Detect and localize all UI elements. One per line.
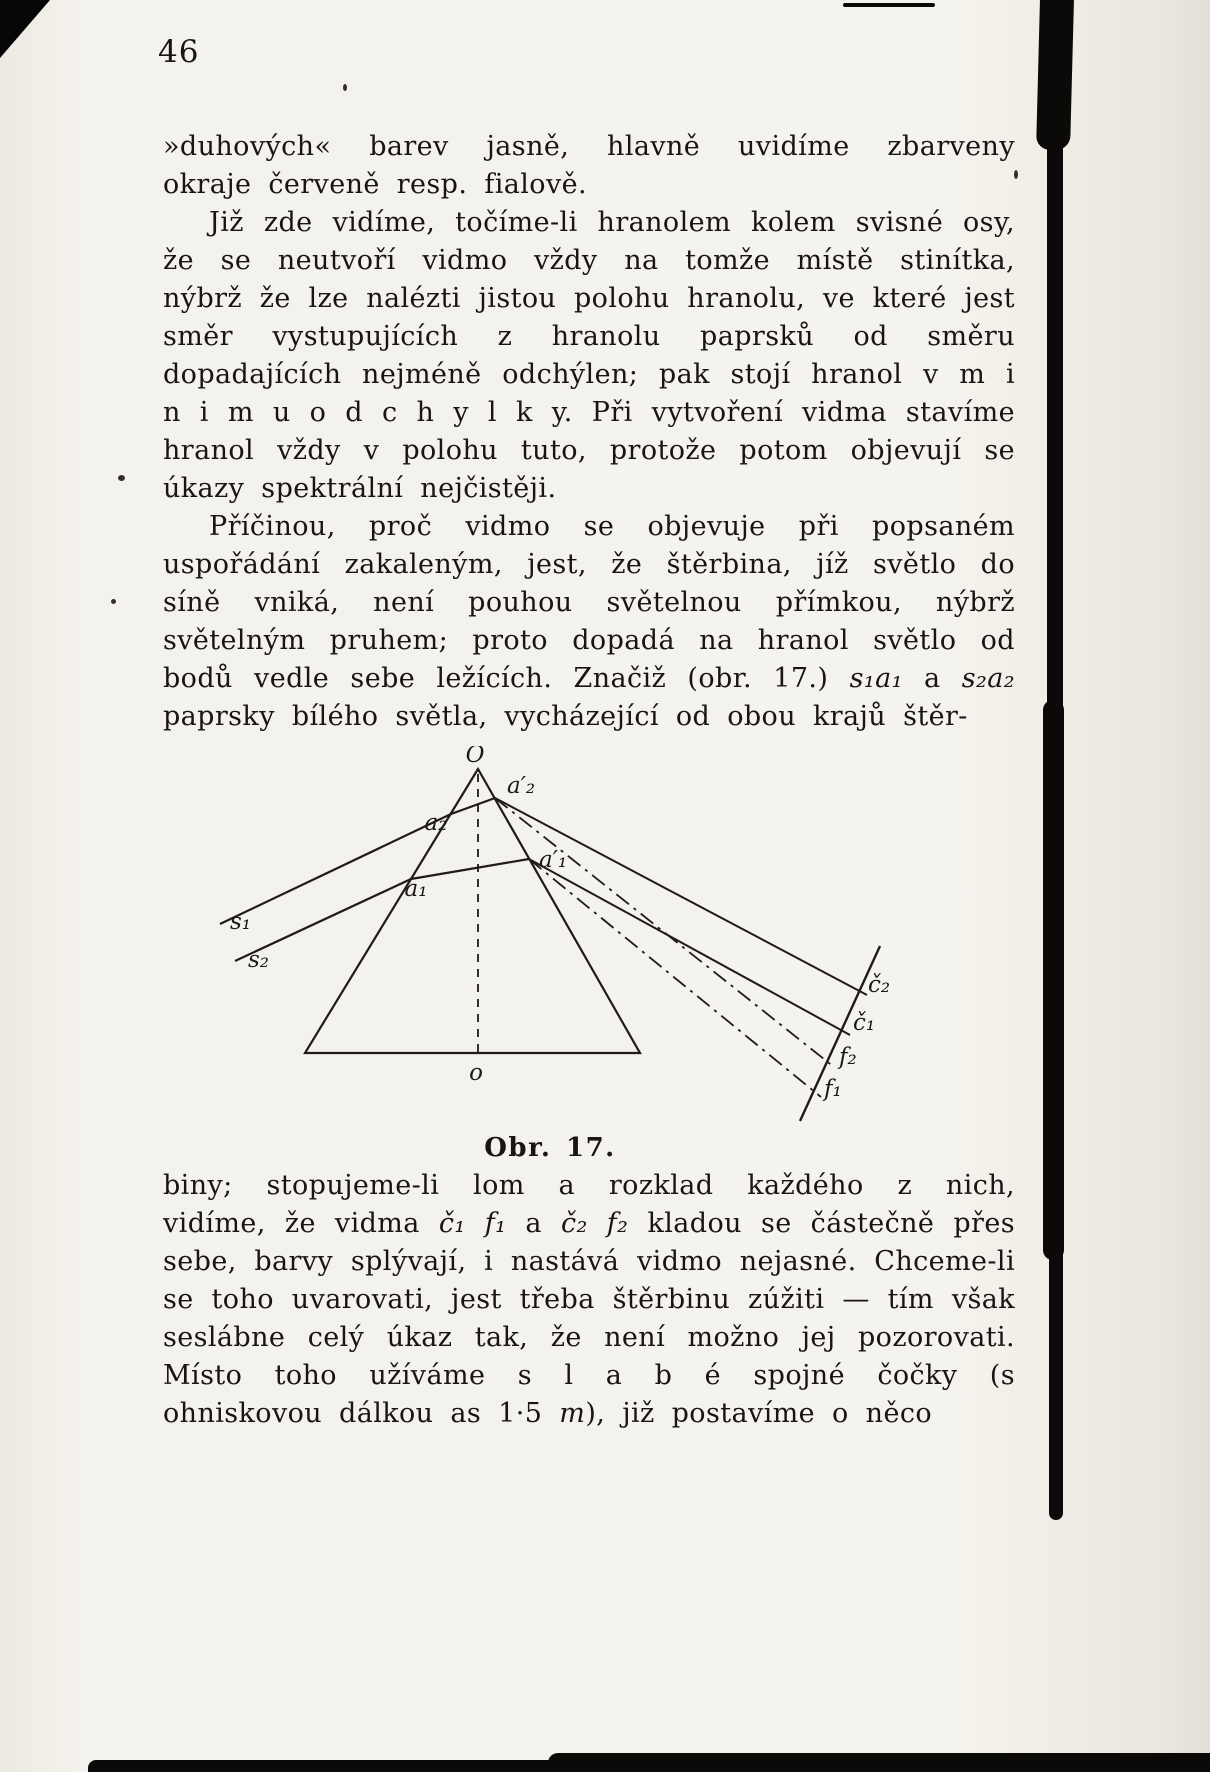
label-a2: a₂ xyxy=(424,810,448,836)
label-c1: č₁ xyxy=(853,1010,876,1036)
scan-speck xyxy=(118,475,125,481)
label-a1: a₁ xyxy=(404,876,428,902)
scan-artifact-right-edge xyxy=(1047,130,1063,750)
paragraph-4: biny; stopujeme-li lom a rozklad každého z nich, vidíme, že vidma č₁ f₁ a č₂ f₂ kladou se částečně přes sebe, barvy splývají, i nastává vidmo nejasné. Chceme-li se toho uvarovati, jest třeba štěrbinu zúžiti — tím však seslábne celý úkaz tak, že není možno jej pozorovati. Místo toho užíváme s l a b é spojné čočky (s ohniskovou dálkou as 1·5 m), již postavíme o něco xyxy=(163,1170,1015,1429)
label-c2: č₂ xyxy=(868,972,891,998)
label-s2: s₂ xyxy=(248,947,270,973)
scan-speck xyxy=(343,84,347,91)
paragraph-2: Již zde vidíme, točíme-li hranolem kolem svisné osy, že se neutvoří vidmo vždy na tomže místě stinítka, nýbrž že lze nalézti jistou polohu hranolu, ve které jest směr vystupujících z hranolu paprsků od směru dopadajících nejméně odchýlen; pak stojí hranol v m i n i m u o d c h y l k y. Při vytvoření vidma stavíme hranol vždy v polohu tuto, protože potom objevují se úkazy spektrální nejčistěji. xyxy=(163,207,1015,504)
figure-obr-17 xyxy=(163,746,1015,1163)
label-apex-O: O xyxy=(465,746,485,768)
scan-artifact-corner xyxy=(0,0,50,58)
prism-diagram xyxy=(180,746,920,1131)
label-f1: f₁ xyxy=(824,1076,842,1102)
paragraph-1: »duhových« barev jasně, hlavně uvidíme zbarveny okraje červeně resp. fialově. xyxy=(163,131,1015,200)
scan-speck xyxy=(111,599,116,604)
page-number: 46 xyxy=(158,34,200,70)
figure-caption: Obr. 17. xyxy=(484,1133,616,1163)
scan-artifact-right-edge xyxy=(1043,700,1064,1260)
scan-speck xyxy=(1014,170,1018,179)
prism-triangle xyxy=(305,769,640,1053)
label-f2: f₂ xyxy=(839,1044,857,1070)
label-a1-prime: a′₁ xyxy=(539,847,568,873)
scan-artifact-right-edge xyxy=(1036,0,1074,150)
text-block xyxy=(163,128,1015,1433)
scan-artifact-top-line xyxy=(843,3,935,7)
scan-artifact-bottom-edge xyxy=(548,1753,1210,1772)
exit-ray-c1 xyxy=(529,859,850,1035)
exit-ray-f1 xyxy=(529,859,821,1097)
paragraph-3: Příčinou, proč vidmo se objevuje při popsaném uspořádání zakaleným, jest, že štěrbina, jíž světlo do síně vniká, není pouhou světelnou přímkou, nýbrž světelným pruhem; proto dopadá na hranol světlo od bodů vedle sebe ležících. Značiž (obr. 17.) s₁a₁ a s₂a₂ paprsky bílého světla, vycházející od obou krajů štěr- xyxy=(163,511,1015,732)
label-a2-prime: a′₂ xyxy=(507,773,536,799)
label-s1: s₁ xyxy=(230,909,252,935)
label-base-o: o xyxy=(469,1060,483,1086)
internal-ray-lower xyxy=(411,859,529,879)
scan-artifact-right-edge xyxy=(1049,1230,1063,1520)
